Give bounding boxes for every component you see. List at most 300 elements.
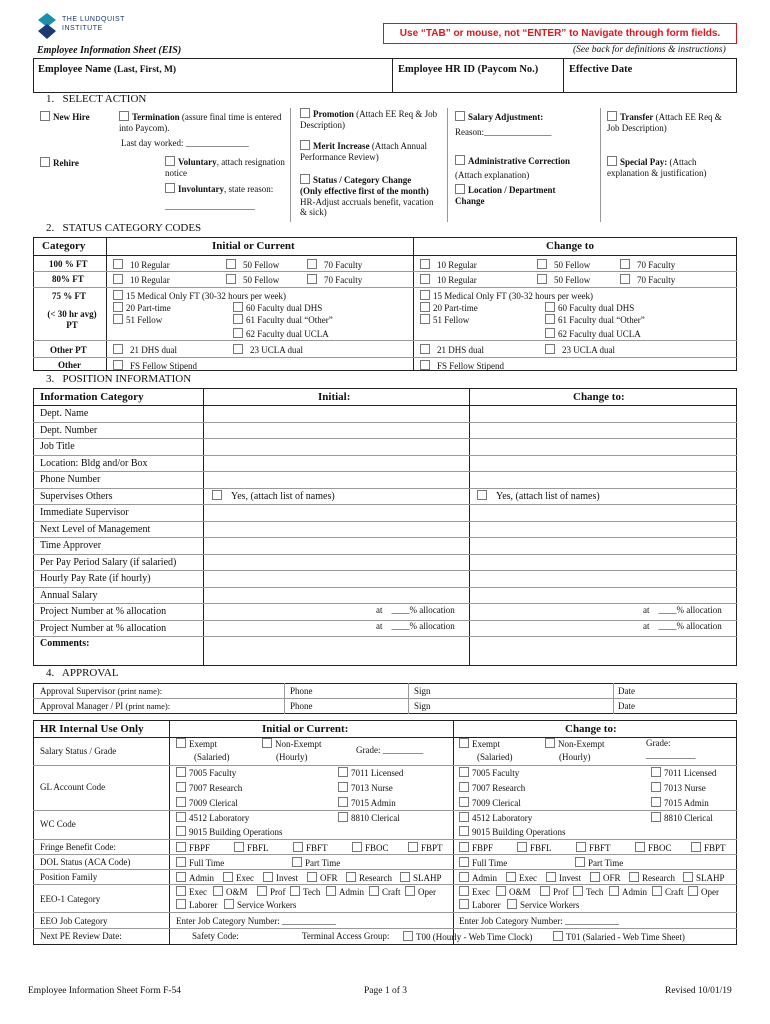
position-row-label: Phone Number [40, 474, 101, 485]
change-20-checkbox[interactable] [420, 302, 430, 312]
new-hire-option[interactable] [40, 111, 90, 123]
change-hourly-note-label: (Hourly) [559, 752, 591, 762]
initial-position-field[interactable] [204, 406, 469, 422]
change-position-field[interactable] [470, 472, 736, 488]
change-10-regular-80[interactable] [420, 274, 477, 286]
initial-23-label: 23 UCLA dual [250, 345, 303, 355]
change-wc-8810[interactable] [651, 812, 713, 824]
initial-wc-4512[interactable] [176, 812, 249, 824]
change-gl-7015-checkbox[interactable] [651, 797, 661, 807]
change-nonexempt-checkbox[interactable] [545, 738, 555, 748]
admin-correction-option[interactable] [455, 155, 600, 167]
initial-position-field[interactable] [204, 555, 469, 571]
employee-name-field[interactable] [38, 64, 176, 77]
initial-20-checkbox[interactable] [113, 302, 123, 312]
initial-eeo-craft-label: Craft [382, 887, 401, 897]
change-pf-admin-checkbox[interactable] [459, 872, 469, 882]
change-10-80-checkbox[interactable] [420, 274, 430, 284]
allocation-label: ____% allocation [391, 605, 455, 615]
safety-code-field[interactable]: Safety Code: [192, 931, 239, 941]
change-eeo-admin-checkbox[interactable] [609, 886, 619, 896]
at-label: at [376, 621, 383, 631]
change-fbpf-checkbox[interactable] [459, 842, 469, 852]
initial-eeo-tech[interactable] [290, 886, 320, 898]
rehire-checkbox[interactable] [40, 157, 50, 167]
change-pf-research[interactable] [629, 872, 675, 884]
initial-eeo-service-checkbox[interactable] [224, 899, 234, 909]
initial-gl-7009-checkbox[interactable] [176, 797, 186, 807]
footer-page-number: Page 1 of 3 [364, 986, 408, 996]
voluntary-option[interactable] [165, 156, 285, 179]
initial-wc-8810-checkbox[interactable] [338, 812, 348, 822]
change-51-checkbox[interactable] [420, 314, 430, 324]
change-70-faculty[interactable] [620, 259, 675, 271]
change-eeo-laborer-checkbox[interactable] [459, 899, 469, 909]
initial-full-time-label: Full Time [189, 858, 225, 868]
initial-gl-7013-checkbox[interactable] [338, 782, 348, 792]
involuntary-option[interactable] [165, 183, 295, 195]
initial-pf-slahp[interactable] [400, 872, 442, 884]
change-eeo-exec[interactable] [459, 886, 490, 898]
initial-62-faculty[interactable] [233, 328, 329, 340]
initial-eeo-om[interactable] [213, 886, 248, 898]
new-hire-checkbox[interactable] [40, 111, 50, 121]
initial-61-faculty[interactable] [233, 314, 333, 326]
promotion-checkbox[interactable] [300, 108, 310, 118]
initial-pf-exec-checkbox[interactable] [223, 872, 233, 882]
change-exempt-checkbox[interactable] [459, 738, 469, 748]
change-50-fellow-80[interactable] [537, 274, 590, 286]
initial-eeo-exec-checkbox[interactable] [176, 886, 186, 896]
rehire-option[interactable] [40, 157, 79, 169]
change-62-checkbox[interactable] [545, 328, 555, 338]
manager-date-field[interactable]: Date [618, 701, 635, 711]
salary-adjustment-checkbox[interactable] [455, 111, 465, 121]
change-fbpt[interactable] [691, 842, 726, 854]
initial-20-part-time[interactable] [113, 302, 171, 314]
initial-part-time-checkbox[interactable] [292, 857, 302, 867]
change-eeo-exec-checkbox[interactable] [459, 886, 469, 896]
manager-sign-field[interactable]: Sign [414, 701, 431, 711]
initial-fbft[interactable] [293, 842, 328, 854]
initial-pf-research-label: Research [359, 873, 392, 883]
initial-eeo-admin-checkbox[interactable] [326, 886, 336, 896]
change-gl-7009[interactable] [459, 797, 521, 809]
change-pf-exec-checkbox[interactable] [506, 872, 516, 882]
change-23-ucla[interactable] [545, 344, 615, 356]
t01-checkbox[interactable] [553, 931, 563, 941]
initial-fs-stipend[interactable] [113, 360, 197, 372]
change-fbft-checkbox[interactable] [576, 842, 586, 852]
initial-eeo-craft[interactable] [369, 886, 401, 898]
initial-60-checkbox[interactable] [233, 302, 243, 312]
initial-eeo-admin[interactable] [326, 886, 364, 898]
initial-50-80-checkbox[interactable] [226, 274, 236, 284]
change-position-field[interactable] [470, 423, 736, 439]
initial-position-field[interactable] [204, 505, 469, 521]
initial-21-checkbox[interactable] [113, 344, 123, 354]
change-51-fellow[interactable] [420, 314, 469, 326]
change-gl-7015[interactable] [651, 797, 709, 809]
initial-position-field[interactable] [204, 472, 469, 488]
change-62-faculty[interactable] [545, 328, 641, 340]
print-name-hint: (print name): [117, 686, 163, 696]
involuntary-checkbox[interactable] [165, 183, 175, 193]
transfer-option[interactable] [607, 111, 732, 134]
initial-supervises-option[interactable] [212, 490, 335, 503]
initial-exempt[interactable] [176, 738, 217, 750]
change-60-checkbox[interactable] [545, 302, 555, 312]
position-row-label: Project Number at % allocation [40, 606, 167, 617]
initial-fbfl[interactable] [234, 842, 269, 854]
category-other-pt: Other PT [50, 345, 87, 355]
change-gl-7011-checkbox[interactable] [651, 767, 661, 777]
initial-gl-7011[interactable] [338, 767, 403, 779]
change-part-time-checkbox[interactable] [575, 857, 585, 867]
initial-10-regular-80[interactable] [113, 274, 170, 286]
initial-hourly-note [276, 752, 308, 763]
initial-eeo-oper-label: Oper [418, 887, 436, 897]
change-pf-admin[interactable] [459, 872, 497, 884]
change-eeo-service-checkbox[interactable] [507, 899, 517, 909]
supervisor-sign-field[interactable]: Sign [414, 686, 431, 696]
change-position-field[interactable] [470, 588, 736, 604]
involuntary-reason-field[interactable]: ____________________ [165, 201, 255, 211]
change-pf-ofr-checkbox[interactable] [590, 872, 600, 882]
initial-gl-7013[interactable] [338, 782, 393, 794]
change-wc-8810-checkbox[interactable] [651, 812, 661, 822]
initial-70-faculty[interactable] [307, 259, 362, 271]
initial-15-medical[interactable] [113, 290, 286, 302]
special-pay-checkbox[interactable] [607, 156, 617, 166]
change-fs-stipend[interactable] [420, 360, 504, 372]
employee-hr-id-field[interactable]: Employee HR ID (Paycom No.) [398, 64, 539, 75]
initial-gl-7011-checkbox[interactable] [338, 767, 348, 777]
initial-position-field[interactable] [204, 571, 469, 587]
change-gl-7007[interactable] [459, 782, 525, 794]
change-full-time[interactable] [459, 857, 507, 869]
initial-61-checkbox[interactable] [233, 314, 243, 324]
change-wc-9015-checkbox[interactable] [459, 826, 469, 836]
change-position-field[interactable] [470, 406, 736, 422]
initial-wc-9015[interactable] [176, 826, 283, 838]
initial-fboc[interactable] [352, 842, 389, 854]
change-fs-checkbox[interactable] [420, 360, 430, 370]
initial-nonexempt-checkbox[interactable] [262, 738, 272, 748]
initial-position-field[interactable] [204, 423, 469, 439]
transfer-checkbox[interactable] [607, 111, 617, 121]
supervisor-phone-field[interactable]: Phone [290, 686, 313, 696]
change-eeo-oper[interactable] [688, 886, 719, 898]
initial-60-faculty[interactable] [233, 302, 322, 314]
change-61-checkbox[interactable] [545, 314, 555, 324]
change-fbpf[interactable] [459, 842, 493, 854]
initial-eeo-prof[interactable] [257, 886, 286, 898]
change-eeo-oper-checkbox[interactable] [688, 886, 698, 896]
initial-pf-research[interactable] [346, 872, 392, 884]
initial-gl-7007[interactable] [176, 782, 242, 794]
approval-manager-field[interactable] [40, 701, 170, 712]
change-50-80-checkbox[interactable] [537, 274, 547, 284]
initial-50-fellow-80[interactable] [226, 274, 279, 286]
special-pay-option[interactable] [607, 156, 732, 179]
status-change-checkbox[interactable] [300, 174, 310, 184]
change-allocation-1[interactable] [643, 605, 722, 616]
change-position-field[interactable] [470, 522, 736, 538]
initial-exempt-checkbox[interactable] [176, 738, 186, 748]
change-pf-research-checkbox[interactable] [629, 872, 639, 882]
change-gl-7005-checkbox[interactable] [459, 767, 469, 777]
effective-date-field[interactable]: Effective Date [569, 64, 633, 75]
change-pf-ofr[interactable] [590, 872, 621, 884]
initial-10-regular[interactable] [113, 259, 170, 271]
change-eeo-prof[interactable] [540, 886, 569, 898]
initial-62-checkbox[interactable] [233, 328, 243, 338]
change-gl-7015-label: 7015 Admin [664, 798, 709, 808]
initial-position-field[interactable] [204, 588, 469, 604]
last-day-worked-field[interactable]: Last day worked: ______________ [121, 138, 249, 148]
change-21-dhs[interactable] [420, 344, 484, 356]
initial-allocation-2[interactable] [376, 621, 455, 632]
initial-full-time-checkbox[interactable] [176, 857, 186, 867]
termination-option[interactable] [119, 111, 289, 134]
change-pf-exec[interactable] [506, 872, 537, 884]
change-part-time[interactable] [575, 857, 623, 869]
initial-fboc-label: FBOC [365, 843, 389, 853]
salary-adjustment-label: Salary Adjustment: [468, 112, 544, 122]
initial-pf-admin-label: Admin [189, 873, 215, 883]
initial-fbfl-checkbox[interactable] [234, 842, 244, 852]
merit-checkbox[interactable] [300, 140, 310, 150]
initial-fbpt-checkbox[interactable] [408, 842, 418, 852]
change-20-part-time[interactable] [420, 302, 478, 314]
change-61-faculty[interactable] [545, 314, 645, 326]
change-eeo-om-checkbox[interactable] [496, 886, 506, 896]
change-10-checkbox[interactable] [420, 259, 430, 269]
initial-fs-checkbox[interactable] [113, 360, 123, 370]
t00-checkbox[interactable] [403, 931, 413, 941]
initial-gl-7007-checkbox[interactable] [176, 782, 186, 792]
initial-gl-7005-checkbox[interactable] [176, 767, 186, 777]
initial-eeo-tech-checkbox[interactable] [290, 886, 300, 896]
change-supervises-checkbox[interactable] [477, 490, 487, 500]
t00-option[interactable] [403, 931, 532, 943]
initial-eeo-laborer[interactable] [176, 899, 217, 911]
change-pf-slahp-checkbox[interactable] [683, 872, 693, 882]
initial-pf-slahp-checkbox[interactable] [400, 872, 410, 882]
initial-eeo-exec-label: Exec [189, 887, 207, 897]
initial-50-fellow[interactable] [226, 259, 279, 271]
initial-pf-admin-checkbox[interactable] [176, 872, 186, 882]
initial-wc-8810[interactable] [338, 812, 400, 824]
initial-position-field[interactable] [204, 538, 469, 554]
initial-position-field[interactable] [204, 439, 469, 455]
change-eeo-tech-checkbox[interactable] [573, 886, 583, 896]
merit-option[interactable] [300, 140, 445, 163]
change-allocation-2[interactable] [643, 621, 722, 632]
change-grade-field [646, 738, 671, 749]
initial-23-checkbox[interactable] [233, 344, 243, 354]
change-fboc[interactable] [635, 842, 672, 854]
change-part-time-label: Part Time [588, 858, 624, 868]
initial-fboc-checkbox[interactable] [352, 842, 362, 852]
change-eeo-service[interactable] [507, 899, 579, 911]
location-change-checkbox[interactable] [455, 184, 465, 194]
change-position-field[interactable] [470, 505, 736, 521]
approval-supervisor-field[interactable] [40, 686, 162, 697]
change-15-medical[interactable] [420, 290, 593, 302]
supervisor-date-field[interactable]: Date [618, 686, 635, 696]
change-eeo-om[interactable] [496, 886, 531, 898]
change-eeo-prof-checkbox[interactable] [540, 886, 550, 896]
initial-50-checkbox[interactable] [226, 259, 236, 269]
change-50-fellow[interactable] [537, 259, 590, 271]
initial-gl-7009[interactable] [176, 797, 238, 809]
location-change-option[interactable] [455, 184, 585, 207]
change-gl-7013-checkbox[interactable] [651, 782, 661, 792]
change-10-regular[interactable] [420, 259, 477, 271]
change-pf-slahp[interactable] [683, 872, 725, 884]
promotion-option[interactable] [300, 108, 445, 131]
change-eeo-craft-checkbox[interactable] [652, 886, 662, 896]
initial-fbpt[interactable] [408, 842, 443, 854]
change-eeo-tech[interactable] [573, 886, 603, 898]
initial-allocation-1[interactable] [376, 605, 455, 616]
initial-gl-7015[interactable] [338, 797, 396, 809]
initial-10-80-checkbox[interactable] [113, 274, 123, 284]
initial-eeo-prof-checkbox[interactable] [257, 886, 267, 896]
initial-fbft-checkbox[interactable] [293, 842, 303, 852]
initial-eeo-laborer-checkbox[interactable] [176, 899, 186, 909]
initial-position-field[interactable] [204, 456, 469, 472]
initial-pf-admin[interactable] [176, 872, 214, 884]
status-change-option[interactable] [300, 174, 435, 218]
change-pf-admin-label: Admin [472, 873, 498, 883]
initial-full-time[interactable] [176, 857, 224, 869]
initial-pf-research-checkbox[interactable] [346, 872, 356, 882]
section-3-title: 3. POSITION INFORMATION [46, 373, 192, 385]
initial-21-dhs[interactable] [113, 344, 177, 356]
change-gl-7007-checkbox[interactable] [459, 782, 469, 792]
initial-70-faculty-80[interactable] [307, 274, 362, 286]
initial-eeo-oper-checkbox[interactable] [405, 886, 415, 896]
change-full-time-checkbox[interactable] [459, 857, 469, 867]
change-wc-4512[interactable] [459, 812, 532, 824]
change-fbpt-checkbox[interactable] [691, 842, 701, 852]
change-70-80-checkbox[interactable] [620, 274, 630, 284]
change-50-checkbox[interactable] [537, 259, 547, 269]
change-eeo-admin[interactable] [609, 886, 647, 898]
change-position-field[interactable] [470, 571, 736, 587]
change-gl-7013[interactable] [651, 782, 706, 794]
change-position-field[interactable] [470, 555, 736, 571]
change-fboc-checkbox[interactable] [635, 842, 645, 852]
change-21-checkbox[interactable] [420, 344, 430, 354]
initial-23-ucla[interactable] [233, 344, 303, 356]
voluntary-checkbox[interactable] [165, 156, 175, 166]
change-gl-7011[interactable] [651, 767, 716, 779]
initial-51-checkbox[interactable] [113, 314, 123, 324]
change-fbfl-checkbox[interactable] [517, 842, 527, 852]
change-gl-7005[interactable] [459, 767, 519, 779]
initial-wc-4512-checkbox[interactable] [176, 812, 186, 822]
initial-pf-ofr-checkbox[interactable] [307, 872, 317, 882]
initial-51-fellow[interactable] [113, 314, 162, 326]
initial-fbpf-checkbox[interactable] [176, 842, 186, 852]
initial-15-checkbox[interactable] [113, 290, 123, 300]
change-gl-7009-checkbox[interactable] [459, 797, 469, 807]
change-exempt[interactable] [459, 738, 500, 750]
change-nonexempt[interactable] [545, 738, 605, 750]
t01-option[interactable] [553, 931, 685, 943]
change-70-checkbox[interactable] [620, 259, 630, 269]
change-60-faculty[interactable] [545, 302, 634, 314]
change-pf-invest-checkbox[interactable] [546, 872, 556, 882]
initial-part-time[interactable] [292, 857, 340, 869]
initial-part-time-label: Part Time [305, 858, 341, 868]
manager-phone-field[interactable]: Phone [290, 701, 313, 711]
change-23-checkbox[interactable] [545, 344, 555, 354]
initial-eeo-om-checkbox[interactable] [213, 886, 223, 896]
change-position-field[interactable] [470, 439, 736, 455]
change-pf-invest[interactable] [546, 872, 581, 884]
voluntary-label: Voluntary [178, 157, 217, 167]
initial-gl-7015-checkbox[interactable] [338, 797, 348, 807]
initial-fbpf[interactable] [176, 842, 210, 854]
change-wc-4512-checkbox[interactable] [459, 812, 469, 822]
change-eeo-craft[interactable] [652, 886, 684, 898]
initial-pf-ofr[interactable] [307, 872, 338, 884]
change-position-field[interactable] [470, 456, 736, 472]
initial-pf-exec[interactable] [223, 872, 254, 884]
admin-correction-checkbox[interactable] [455, 155, 465, 165]
initial-supervises-checkbox[interactable] [212, 490, 222, 500]
change-15-checkbox[interactable] [420, 290, 430, 300]
change-fbft[interactable] [576, 842, 611, 854]
salary-adjustment-reason-field[interactable]: Reason:_______________ [455, 127, 552, 137]
change-supervises-label: Yes, (attach list of names) [496, 491, 600, 502]
initial-eeo-oper[interactable] [405, 886, 436, 898]
footer-form-id: Employee Information Sheet Form F-54 [28, 986, 182, 996]
dol-status-label: DOL Status (ACA Code) [40, 857, 131, 867]
initial-gl-7005[interactable] [176, 767, 236, 779]
initial-pf-invest-checkbox[interactable] [263, 872, 273, 882]
change-fbfl[interactable] [517, 842, 552, 854]
initial-eeo-craft-checkbox[interactable] [369, 886, 379, 896]
termination-checkbox[interactable] [119, 111, 129, 121]
initial-wc-9015-checkbox[interactable] [176, 826, 186, 836]
initial-70-80-checkbox[interactable] [307, 274, 317, 284]
initial-position-field[interactable] [204, 522, 469, 538]
change-70-faculty-80[interactable] [620, 274, 675, 286]
initial-10-80-label: 10 Regular [130, 275, 170, 285]
initial-pf-invest[interactable] [263, 872, 298, 884]
initial-70-checkbox[interactable] [307, 259, 317, 269]
initial-nonexempt[interactable] [262, 738, 322, 750]
initial-eeo-service[interactable] [224, 899, 296, 911]
eeo-job-category-label: EEO Job Category [40, 916, 108, 926]
initial-eeo-laborer-label: Laborer [189, 900, 218, 910]
initial-60-label: 60 Faculty dual DHS [246, 303, 323, 313]
salary-adjustment-option[interactable] [455, 111, 543, 123]
initial-eeo-exec[interactable] [176, 886, 207, 898]
change-wc-9015[interactable] [459, 826, 566, 838]
change-position-field[interactable] [470, 538, 736, 554]
change-supervises-option[interactable] [477, 490, 600, 503]
change-eeo-laborer[interactable] [459, 899, 500, 911]
position-row-label: Job Title [40, 441, 75, 452]
initial-10-checkbox[interactable] [113, 259, 123, 269]
